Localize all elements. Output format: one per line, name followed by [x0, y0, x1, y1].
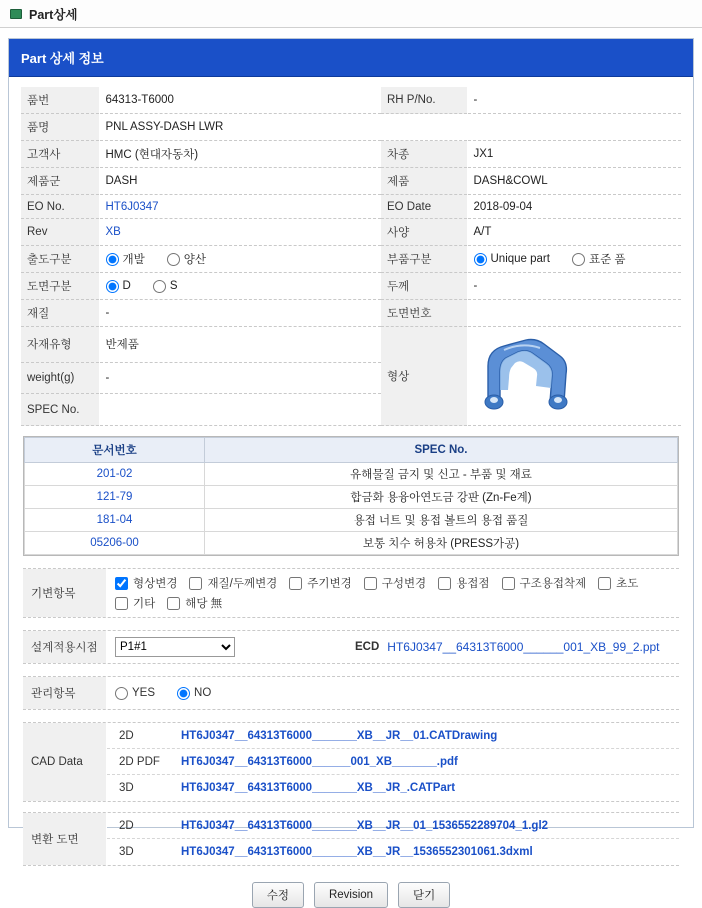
list-item: [107, 749, 679, 775]
rev-link[interactable]: XB: [105, 226, 121, 238]
converted-file-link[interactable]: HT6J0347__64313T6000_______XB__JR__1536552301061.3dxml: [181, 846, 533, 858]
weight-label: weight(g): [21, 362, 99, 394]
change-item-composition-checkbox[interactable]: [364, 577, 377, 590]
design-apply-body: [107, 631, 679, 663]
design-apply-label: 설계적용시점: [23, 631, 107, 663]
converted-drawing-label: 변환 도면: [23, 813, 107, 865]
change-items-body: [107, 569, 679, 617]
spec-doc-link[interactable]: 05206-00: [90, 537, 139, 549]
design-apply-select[interactable]: [115, 637, 235, 657]
ecd-label: ECD: [355, 641, 380, 653]
manage-items-option-yes[interactable]: [115, 687, 155, 700]
part-no-value: 64313-T6000: [99, 87, 381, 114]
drawing-no-value: [467, 300, 681, 327]
change-item-material-checkbox[interactable]: [189, 577, 202, 590]
manage-items-radio-yes[interactable]: [115, 687, 128, 700]
spec-name-cell: 합금화 용융아연도금 강판 (Zn-Fe계): [205, 486, 678, 509]
spec-doc-link[interactable]: 201-02: [96, 468, 133, 480]
manage-items-option-no-label: NO: [194, 687, 212, 699]
table-row: [21, 246, 681, 273]
change-item-none-checkbox[interactable]: [167, 597, 180, 610]
window-title-text: Part상세: [29, 7, 78, 22]
spec-table: [24, 437, 678, 555]
ship-type-options[interactable]: [99, 246, 381, 273]
customer-value: HMC (현대자동차): [99, 141, 381, 168]
change-item-shape-label: 형상변경: [133, 578, 178, 590]
change-item-none-label: 해당 無: [185, 598, 223, 610]
material-type-label: 자재유형: [21, 327, 99, 363]
part-window-icon: [10, 9, 22, 19]
table-row: [21, 114, 681, 141]
change-item-shape-checkbox[interactable]: [115, 577, 128, 590]
rh-pno-label: RH P/No.: [381, 87, 467, 114]
change-items-section: [23, 568, 679, 618]
thickness-label: 두께: [381, 273, 467, 300]
rh-pno-value: -: [467, 87, 681, 114]
change-item-material-label: 재질/두께변경: [207, 578, 278, 590]
table-row: [25, 486, 678, 509]
ecd-file-link[interactable]: HT6J0347__64313T6000______001_XB_99_2.ppt: [387, 640, 660, 654]
customer-label: 고객사: [21, 141, 99, 168]
spec-value: A/T: [467, 219, 681, 246]
drawing-type-options[interactable]: [99, 273, 381, 300]
change-item-etc-label: 기타: [133, 598, 156, 610]
spec-doc-no-cell[interactable]: [25, 486, 205, 509]
table-row: [21, 195, 681, 219]
action-button-bar: [21, 882, 681, 908]
drawing-type-radio-d[interactable]: [106, 280, 119, 293]
change-item-weldpoint-checkbox[interactable]: [438, 577, 451, 590]
change-item-shape[interactable]: [115, 575, 177, 591]
spec-col-doc-no: 문서번호: [25, 438, 205, 463]
detail-form: [9, 77, 693, 908]
change-items-checkbox-list: [115, 575, 671, 611]
eo-date-label: EO Date: [381, 195, 467, 219]
eo-date-value: 2018-09-04: [467, 195, 681, 219]
cad-data-rows: [107, 723, 679, 801]
change-item-cycle-checkbox[interactable]: [289, 577, 302, 590]
material-value: -: [99, 300, 381, 327]
car-type-value: JX1: [467, 141, 681, 168]
part-type-option-standard-label: 표준 품: [588, 254, 626, 266]
ship-type-option-dev-label: 개발: [122, 254, 145, 266]
spec-doc-link[interactable]: 121-79: [96, 491, 133, 503]
cad-row-kind: 2D: [119, 729, 134, 742]
change-item-weldpoint-label: 용접점: [456, 578, 490, 590]
ship-type-radio-dev[interactable]: [106, 253, 119, 266]
list-item: [107, 775, 679, 801]
thickness-value: -: [467, 273, 681, 300]
page-title: Part 상세 정보: [9, 39, 693, 77]
table-row: [21, 141, 681, 168]
weight-value: -: [99, 362, 381, 394]
cad-file-link[interactable]: HT6J0347__64313T6000_______XB__JR__01.CATDrawing: [181, 729, 498, 742]
rev-label: Rev: [21, 219, 99, 246]
drawing-type-label: 도면구분: [21, 273, 99, 300]
spec-col-spec-no: SPEC No.: [205, 438, 678, 463]
ship-type-option-mass-label: 양산: [183, 254, 206, 266]
cad-file-link[interactable]: HT6J0347__64313T6000_______XB__JR_.CATPart: [181, 782, 456, 794]
converted-drawing-rows: [107, 813, 679, 865]
eo-no-link[interactable]: HT6J0347: [105, 200, 159, 213]
cad-row-kind: 2D PDF: [119, 755, 160, 768]
list-item: [107, 839, 679, 865]
window-title-bar: [0, 0, 702, 28]
change-item-weldpoint[interactable]: [438, 575, 489, 591]
ship-type-option-mass[interactable]: [167, 251, 206, 267]
change-item-cycle-label: 주기변경: [307, 578, 352, 590]
table-row: [21, 300, 681, 327]
drawing-type-option-s-label: S: [169, 280, 178, 292]
part-3d-preview-icon[interactable]: [474, 332, 578, 420]
list-item: [107, 813, 679, 839]
change-item-etc[interactable]: [115, 595, 155, 611]
change-item-etc-checkbox[interactable]: [115, 597, 128, 610]
manage-items-section: [23, 676, 679, 710]
car-type-label: 차종: [381, 141, 467, 168]
table-row: [25, 509, 678, 532]
manage-items-option-no[interactable]: [177, 687, 211, 700]
ship-type-option-dev[interactable]: [106, 251, 145, 267]
edit-button[interactable]: 수정: [252, 882, 304, 908]
change-item-none[interactable]: [167, 595, 222, 611]
manage-items-option-yes-label: YES: [132, 687, 156, 699]
cad-data-label: CAD Data: [23, 723, 107, 801]
manage-items-body: [107, 681, 679, 706]
eo-no-value[interactable]: [99, 195, 381, 219]
cad-data-section: [23, 722, 679, 802]
ship-type-label: 출도구분: [21, 246, 99, 273]
rev-value[interactable]: [99, 219, 381, 246]
part-info-table: [21, 87, 681, 426]
spec-doc-no-cell[interactable]: [25, 463, 205, 486]
product-label: 제품: [381, 168, 467, 195]
table-row: [21, 87, 681, 114]
material-label: 재질: [21, 300, 99, 327]
drawing-type-option-d-label: D: [122, 280, 131, 292]
drawing-type-option-s[interactable]: [153, 280, 178, 293]
change-item-material[interactable]: [189, 575, 277, 591]
revision-button[interactable]: Revision: [314, 882, 388, 908]
part-detail-page: [8, 38, 694, 902]
drawing-no-label: 도면번호: [381, 300, 467, 327]
spec-doc-no-cell[interactable]: [25, 509, 205, 532]
change-item-cycle[interactable]: [289, 575, 351, 591]
spec-table-wrapper: [23, 436, 679, 556]
part-type-radio-standard[interactable]: [572, 253, 585, 266]
material-type-value: 반제품: [99, 327, 381, 363]
drawing-type-radio-s[interactable]: [153, 280, 166, 293]
part-type-option-unique-label: Unique part: [490, 253, 550, 265]
product-value: DASH&COWL: [467, 168, 681, 195]
eo-no-label: EO No.: [21, 195, 99, 219]
change-item-adhesive[interactable]: [502, 575, 587, 591]
change-item-first-checkbox[interactable]: [598, 577, 611, 590]
cad-row-kind: 3D: [119, 782, 134, 794]
shape-preview-cell[interactable]: [467, 327, 681, 426]
spec-name-cell: 용접 너트 및 용접 볼트의 용접 품질: [205, 509, 678, 532]
converted-drawing-section: [23, 812, 679, 866]
manage-items-label: 관리항목: [23, 677, 107, 709]
cad-file-link[interactable]: HT6J0347__64313T6000______001_XB_______.pdf: [181, 755, 458, 768]
change-item-adhesive-checkbox[interactable]: [502, 577, 515, 590]
spec-name-cell: 보통 치수 허용차 (PRESS가공): [205, 532, 678, 555]
table-row: [25, 463, 678, 486]
spec-name-cell: 유해물질 금지 및 신고 - 부품 및 재료: [205, 463, 678, 486]
converted-file-link[interactable]: HT6J0347__64313T6000_______XB__JR__01_1536552289704_1.gl2: [181, 819, 549, 832]
part-no-label: 품번: [21, 87, 99, 114]
shape-label: 형상: [381, 327, 467, 426]
change-item-first-label: 초도: [616, 578, 639, 590]
ship-type-radio-mass[interactable]: [167, 253, 180, 266]
change-item-first[interactable]: [598, 575, 638, 591]
spec-doc-link[interactable]: 181-04: [96, 514, 133, 526]
table-row: [21, 327, 681, 363]
design-apply-section: [23, 630, 679, 664]
spec-no-label: SPEC No.: [21, 394, 99, 426]
table-row: [21, 273, 681, 300]
close-button[interactable]: 닫기: [398, 882, 450, 908]
change-items-label: 기변항목: [23, 569, 107, 617]
list-item: [107, 723, 679, 749]
spec-label: 사양: [381, 219, 467, 246]
change-item-adhesive-label: 구조용접착제: [519, 578, 587, 590]
change-item-composition[interactable]: [364, 575, 426, 591]
table-row: [25, 532, 678, 555]
part-name-value: PNL ASSY-DASH LWR: [99, 114, 681, 141]
change-item-composition-label: 구성변경: [381, 578, 427, 590]
spec-doc-no-cell[interactable]: [25, 532, 205, 555]
part-type-options[interactable]: [467, 246, 681, 273]
part-type-label: 부품구분: [381, 246, 467, 273]
part-type-radio-unique[interactable]: [474, 253, 487, 266]
product-group-label: 제품군: [21, 168, 99, 195]
product-group-value: DASH: [99, 168, 381, 195]
converted-row-kind: 3D: [119, 846, 134, 858]
spec-no-value: [99, 394, 381, 426]
spec-table-header-row: [25, 438, 678, 463]
part-type-option-standard[interactable]: [572, 251, 626, 267]
converted-row-kind: 2D: [119, 819, 134, 832]
part-type-option-unique[interactable]: [474, 253, 550, 266]
table-row: [21, 219, 681, 246]
table-row: [21, 168, 681, 195]
drawing-type-option-d[interactable]: [106, 280, 131, 293]
manage-items-radio-no[interactable]: [177, 687, 190, 700]
part-name-label: 품명: [21, 114, 99, 141]
